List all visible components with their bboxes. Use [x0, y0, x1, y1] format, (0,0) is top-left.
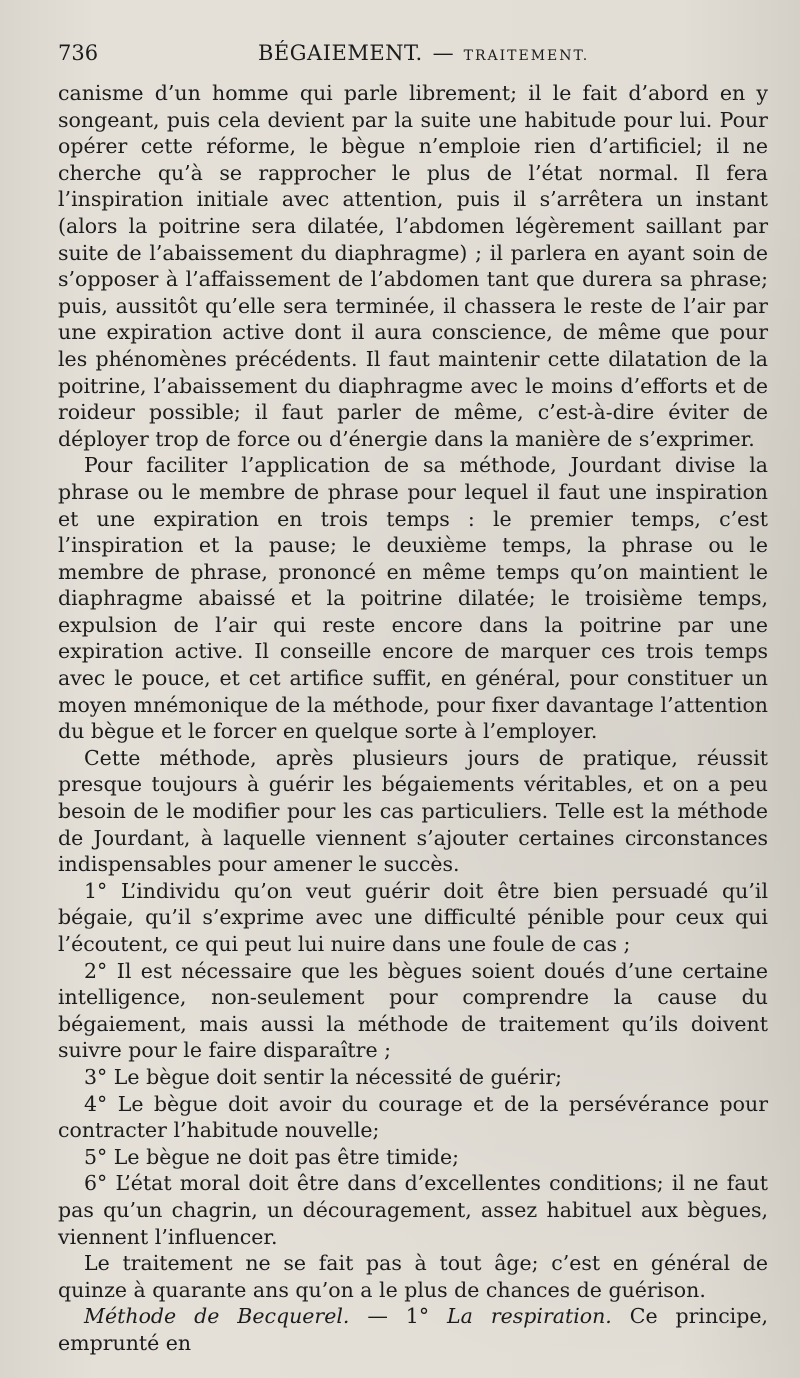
body-text: [58, 80, 768, 1357]
running-subtitle: TRAITEMENT.: [463, 48, 590, 64]
paragraph-jourdant-method: Pour faciliter l’application de sa méthode, Jourdant divise la phrase ou le membre de phrase pour lequel il faut une inspiration et une expiration en trois temps : le premier temps, c’est l’inspiration et la pause; le deuxième temps, la phrase ou le membre de phrase, prononcé en même temps qu’on maintient le diaphragme abaissé et la poitrine dilatée; le troisième temps, expulsion de l’air qui reste encore dans la poitrine par une expiration active. Il conseille encore de marquer ces trois temps avec le pouce, et cet artifice suffit, en général, pour constituer un moyen mnémonique de la méthode, pour fixer davantage l’attention du bègue et le forcer en quelque sorte à l’employer.: [58, 453, 768, 744]
becquerel-heading: Méthode de Becquerel.: [84, 1304, 350, 1329]
list-item-3: 3° Le bègue doit sentir la nécessité de guérir;: [84, 1064, 563, 1089]
running-head: [58, 38, 768, 68]
list-item-2: 2° Il est nécessaire que les bègues soient doués d’une certaine intelligence, non-seulement pour comprendre la cause du bégaiement, mais aussi la méthode de traitement qu’ils doivent suivre pour le faire disparaître ;: [58, 958, 768, 1063]
list-item-6: 6° L’état moral doit être dans d’excellentes conditions; il ne faut pas qu’un chagrin, un découragement, assez habituel aux bègues, viennent l’influencer.: [58, 1171, 768, 1249]
running-dash: —: [432, 41, 454, 65]
becquerel-text: Ce principe, emprunté en: [58, 1304, 769, 1355]
becquerel-dash: — 1°: [349, 1304, 448, 1329]
paragraph-method-results: Cette méthode, après plusieurs jours de pratique, réussit presque toujours à guérir les bégaiements véritables, et on a peu besoin de le modifier pour les cas particuliers. Telle est la méthode de Jourdant, à laquelle viennent s’ajouter certaines circonstances indispensables pour amener le succès.: [58, 745, 768, 877]
paragraph-continuation: canisme d’un homme qui parle librement; il le fait d’abord en y songeant, puis cela devient par la suite une habitude pour lui. Pour opérer cette réforme, le bègue n’emploie rien d’artificiel; il ne cherche qu’à se rapprocher le plus de l’état normal. Il fera l’inspiration initiale avec attention, puis il s’arrêtera un instant (alors la poitrine sera dilatée, l’abdomen légèrement saillant par suite de l’abaissement du diaphragme) ; il parlera en ayant soin de s’opposer à l’affaissement de l’abdomen tant que durera sa phrase; puis, aussitôt qu’elle sera terminée, il chassera le reste de l’air par une expiration active dont il aura conscience, de même que pour les phénomènes précédents. Il faut maintenir cette dilatation de la poitrine, l’abaissement du diaphragme avec le moins d’efforts et de roideur possible; il faut parler de même, c’est-à-dire éviter de déployer trop de force ou d’énergie dans la manière de s’exprimer.: [58, 81, 768, 451]
page-number: 736: [58, 41, 99, 65]
list-item-5: 5° Le bègue ne doit pas être timide;: [84, 1144, 460, 1169]
running-title: BÉGAIEMENT.: [258, 41, 423, 65]
paragraph-age: Le traitement ne se fait pas à tout âge; c’est en général de quinze à quarante ans qu’on a le plus de chances de guérison.: [58, 1251, 768, 1302]
paragraph-becquerel: [58, 1303, 768, 1356]
list-item-1: 1° L’individu qu’on veut guérir doit être bien persuadé qu’il bégaie, qu’il s’exprime avec une difficulté pénible pour ceux qui l’écoutent, ce qui peut lui nuire dans une foule de cas ;: [58, 878, 768, 956]
list-item-4: 4° Le bègue doit avoir du courage et de la persévérance pour contracter l’habitude nouvelle;: [58, 1091, 768, 1143]
respiration-heading: La respiration.: [447, 1304, 612, 1329]
